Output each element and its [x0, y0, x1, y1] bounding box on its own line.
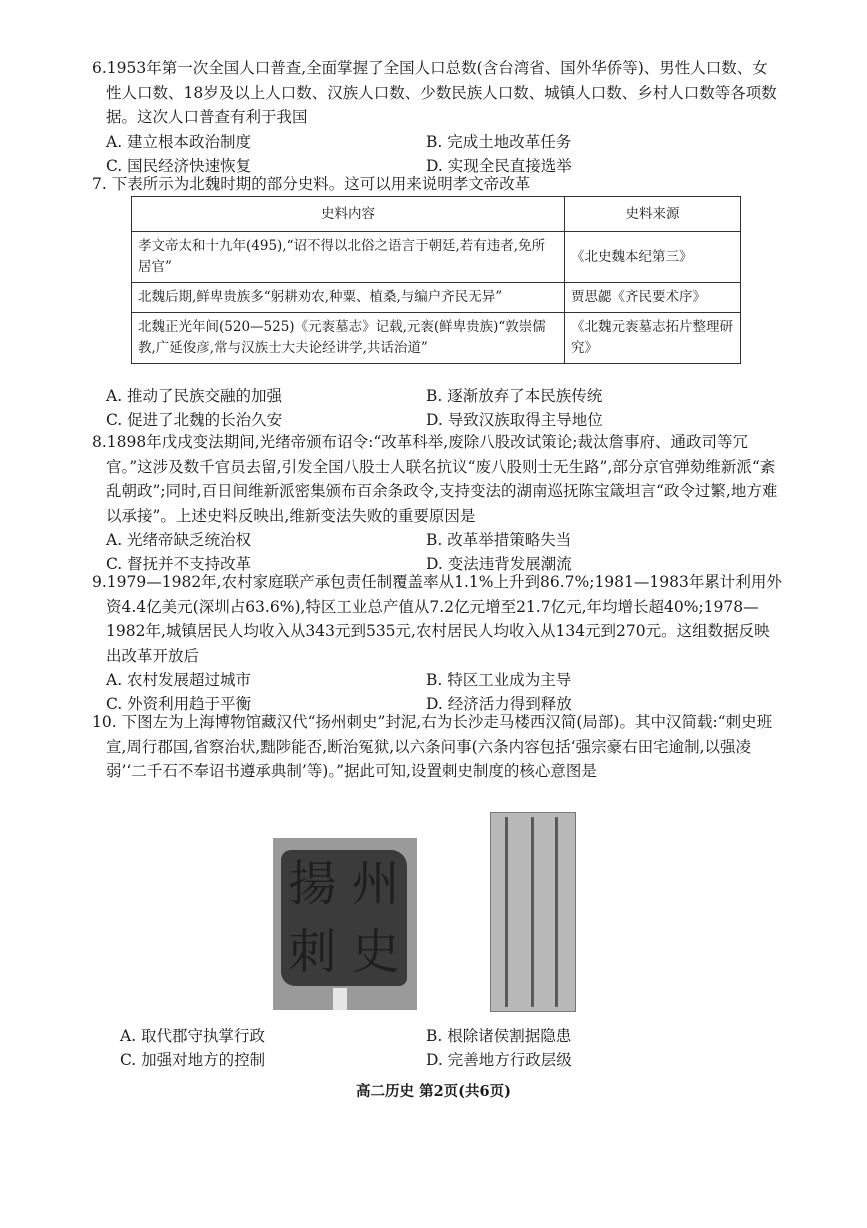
question-7-options-wrap — [92, 384, 782, 432]
option-d: D. 导致汉族取得主导地位 — [426, 411, 603, 429]
question-9 — [92, 570, 782, 716]
question-10 — [92, 710, 782, 784]
table-cell-content: 北魏正光年间(520—525)《元袠墓志》记载,元袠(鲜卑贵族)“敦崇儒教,广延俊彦,常与汉族士大夫论经讲学,共话治道” — [132, 313, 565, 364]
page-footer: 高二历史 第2页(共6页) — [356, 1083, 511, 1100]
table-row — [132, 283, 741, 313]
seal-char: 州 — [351, 856, 400, 912]
table-cell-content: 北魏后期,鲜卑贵族多“躬耕劝农,种粟、植桑,与编户齐民无异” — [132, 283, 565, 313]
slip-strip-line — [531, 817, 534, 1007]
option-b: B. 根除诸侯割据隐患 — [426, 1027, 572, 1045]
question-10-options-wrap — [106, 1024, 796, 1072]
option-d: D. 变法违背发展潮流 — [426, 555, 572, 573]
option-b: B. 完成土地改革任务 — [426, 132, 572, 151]
table-row — [132, 313, 741, 364]
table-cell-source: 贾思勰《齐民要术序》 — [565, 283, 741, 313]
clay-seal-image — [273, 838, 417, 1010]
table-header-content: 史料内容 — [132, 197, 565, 232]
bamboo-slip-image — [490, 812, 576, 1012]
question-6-options — [106, 130, 782, 178]
option-c: C. 加强对地方的控制 — [120, 1051, 266, 1069]
option-a: A. 农村发展超过城市 — [106, 671, 252, 689]
question-8 — [92, 430, 782, 576]
table-row — [132, 232, 741, 283]
table-header-source: 史料来源 — [565, 197, 741, 232]
question-7-stem: 7. 下表所示为北魏时期的部分史料。这可以用来说明孝文帝改革 — [92, 175, 531, 193]
slip-strip-line — [505, 817, 508, 1007]
seal-char: 史 — [351, 924, 400, 980]
seal-glyphs — [281, 850, 407, 986]
question-10-stem: 10. 下图左为上海博物馆藏汉代“扬州刺史”封泥,右为长沙走马楼西汉简(局部)。其中汉简载:“刺史班宣,周行郡国,省察治状,黜陟能否,断治冤狱,以六条问事(六条内容包括‘强宗豪右田宅逾制,以强凌弱’‘二千石不奉诏书遵承典制’等)。”据此可知,设置刺史制度的核心意图是 — [92, 713, 773, 780]
seal-notch — [333, 988, 347, 1010]
question-10-options — [120, 1024, 796, 1072]
option-a: A. 推动了民族交融的加强 — [106, 387, 283, 405]
option-d: D. 实现全民直接选举 — [426, 156, 572, 175]
option-a: A. 建立根本政治制度 — [106, 132, 252, 151]
option-c: C. 外资利用趋于平衡 — [106, 695, 252, 713]
question-7 — [92, 172, 782, 197]
table-cell-source: 《北史魏本纪第三》 — [565, 232, 741, 283]
question-7-options — [106, 384, 782, 432]
slip-strip-line — [555, 817, 558, 1007]
table-header-row — [132, 197, 741, 232]
question-9-options — [106, 668, 782, 716]
option-d: D. 完善地方行政层级 — [426, 1051, 572, 1069]
seal-char: 揚 — [288, 856, 337, 912]
question-8-stem: 8.1898年戊戌变法期间,光绪帝颁布诏令:“改革科举,废除八股改试策论;裁汰詹事府、通政司等冗官。”这涉及数千官员去留,引发全国八股士人联名抗议“废八股则士无生路”,部分京官弹劾维新派“紊乱朝政”;同时,百日间维新派密集颁布百余条政令,支持变法的湖南巡抚陈宝箴坦言“政令过繁,地方难以承接”。上述史料反映出,维新变法失败的重要原因是 — [92, 433, 778, 525]
option-c: C. 促进了北魏的长治久安 — [106, 411, 283, 429]
option-a: A. 取代郡守执掌行政 — [120, 1027, 266, 1045]
option-c: C. 督抚并不支持改革 — [106, 555, 252, 573]
option-d: D. 经济活力得到释放 — [426, 695, 572, 713]
source-table — [131, 196, 741, 364]
table-cell-content: 孝文帝太和十九年(495),“诏不得以北俗之语言于朝廷,若有违者,免所居官” — [132, 232, 565, 283]
seal-char: 刺 — [288, 924, 337, 980]
option-b: B. 逐渐放弃了本民族传统 — [426, 387, 603, 405]
option-c: C. 国民经济快速恢复 — [106, 156, 252, 175]
question-6-stem: 6.1953年第一次全国人口普查,全面掌握了全国人口总数(含台湾省、国外华侨等)、男性人口数、女性人口数、18岁及以上人口数、汉族人口数、少数民族人口数、城镇人口数、乡村人口数等各项数据。这次人口普查有利于我国 — [92, 59, 777, 126]
option-b: B. 特区工业成为主导 — [426, 671, 572, 689]
option-b: B. 改革举措策略失当 — [426, 531, 572, 549]
question-6 — [92, 56, 782, 178]
table-cell-source: 《北魏元袠墓志拓片整理研究》 — [565, 313, 741, 364]
option-a: A. 光绪帝缺乏统治权 — [106, 531, 252, 549]
question-8-options — [106, 528, 782, 576]
question-9-stem: 9.1979—1982年,农村家庭联产承包责任制覆盖率从1.1%上升到86.7%;1981—1983年累计利用外资4.4亿美元(深圳占63.6%),特区工业总产值从7.2亿元增至21.7亿元,年均增长超40%;1978—1982年,城镇居民人均收入从343元到535元,农村居民人均收入从134元到270元。这组数据反映出改革开放后 — [92, 573, 782, 665]
